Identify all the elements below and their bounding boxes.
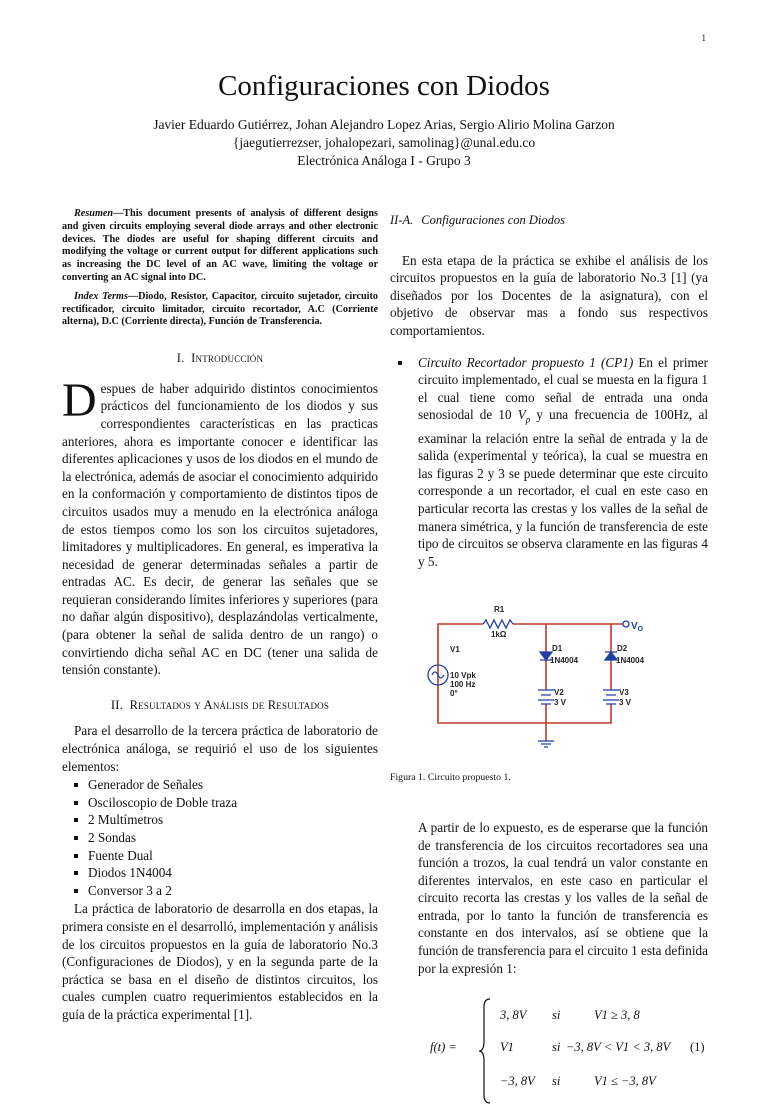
label-v2: V2 [554,688,564,698]
authors: Javier Eduardo Gutiérrez, Johan Alejandro Lopez Arias, Sergio Alirio Molina Garzon [153,117,615,132]
label-v1-hz: 100 Hz [450,680,476,690]
case-value: V1 [500,1040,514,1055]
subsection-heading [390,212,708,230]
list-item: Diodos 1N4004 [74,864,378,882]
list-item: Conversor 3 a 2 [74,882,378,900]
label-r1-value: 1kΩ [491,630,507,640]
label-d1-part: 1N4004 [550,656,579,666]
list-item: Generador de Señales [74,776,378,794]
page-number: 1 [701,33,706,43]
list-item: 2 Sondas [74,829,378,847]
left-column [62,208,378,1024]
case-si: si [552,1008,561,1023]
case-condition: V1 ≥ 3, 8 [594,1008,640,1023]
abstract [62,208,378,329]
section-number: II. [110,697,123,712]
subsection-title: Configuraciones con Diodos [421,213,565,227]
section-heading-introduccion [62,350,378,368]
resistor-r1 [483,620,513,628]
equation-1 [390,997,708,1107]
figure-caption: Figura 1. Circuito propuesto 1. [390,772,511,784]
cp1-text-a: En el primer circuito implementado, el cual se muesta en la figura 1 el cual tiene como señal de entrada una onda senosiodal de 10 [418,354,708,423]
output-terminal [623,621,629,627]
label-r1: R1 [494,605,505,615]
paper-title: Configuraciones con Diodos [218,70,550,102]
label-v1-vpk: 10 Vpk [450,671,476,681]
circuit-diagram [390,600,708,752]
abstract-text: —This document presents of analysis of different designs and given circuits employing several diode arrays and other electronic devices. The diodes are useful for shaping different circuits and modifying the voltage or current output for different applications such as increasing the DC level of an AC wave, limiting the voltage or converting an AC signal into DC. [62,208,378,283]
case-value: 3, 8V [500,1008,527,1023]
label-d1: D1 [552,644,563,654]
label-v1: V1 [450,645,460,655]
case-si: si [552,1074,561,1089]
case-condition: V1 ≤ −3, 8V [594,1074,656,1089]
battery-v3 [603,690,619,704]
section-title: Resultados y Análisis de Resultados [129,697,330,712]
section-heading-resultados [62,697,378,715]
section-title: Introducción [191,351,264,366]
intro-text: espues de haber adquirido distintos conocimientos prácticos del funcionamiento de los diodos y sus correspondientes características en las practicas anteriores, ahora es importante conocer e identificar las diferentes aplicaciones y usos de los diodos en el mundo de la electrónica, además de asociar el conocimiento adquirido en la conformación y comportamiento de distintos tipos de circuitos usados muy a menudo en la electrónica análoga de estos tiempos como los son los circuitos sujetadores, limitadores y multiplicadores. En general, es imperativa la necesidad de generar determinadas señales a partir de entradas AC. Es decir, de generar las señales que se requieran considerando límites inferiores y superiores (para no dañar algún dispositivo), desplazándolas verticalmente, (para obtener la señal de salida dentro de un rango) o convirtiendo dicha señal AC en DC (tener una salida de tensión constante). [62,380,378,678]
figure-1 [390,600,708,752]
equation-brace [478,997,492,1105]
list-item: Osciloscopio de Doble traza [74,794,378,812]
subsection-number: II-A. [390,213,414,227]
wire [438,715,546,723]
vp-symbol: V [517,407,526,423]
case-si: si [552,1040,561,1055]
transfer-paragraph: A partir de lo expuesto, es de esperarse que la función de transferencia de los circuitos recortadores sea una función a trozos, la cual tendrá un valor constante en diferentes intervalos, en este caso en particular el circuito recorta las crestas y los valles de la señal de entrada, por lo tanto la función de transferencia es constante en dos intervalos, así se obtiene que la función de transferencia para el circuito 1 esta definida por la expresión 1: [418,819,708,976]
section-number: I. [176,351,185,366]
right-column [390,208,708,1107]
list-item: Fuente Dual [74,847,378,865]
label-v3-value: 3 V [619,698,632,708]
stage-paragraph: En esta etapa de la práctica se exhibe el análisis de los circuitos propuestos en la guía de laboratorio No.3 [1] (ya diseñados por los Docentes de la asignatura), con el objetivo de observar mas a fondo sus respectivos comportamientos. [390,252,708,338]
equation-lhs: f(t) = [430,1040,457,1055]
course: Electrónica Análoga I - Grupo 3 [297,153,471,168]
label-d2: D2 [617,644,628,654]
label-vo-sub: O [637,626,644,634]
emails: {jaegutierrezser, johalopezari, samolinag}@unal.edu.co [232,135,536,150]
drop-cap: D [62,373,97,427]
cp1-label: Circuito Recortador propuesto 1 (CP1) [418,354,634,370]
case-value: −3, 8V [500,1074,535,1089]
wire [438,624,483,715]
label-d2-part: 1N4004 [616,656,645,666]
equation-number: (1) [690,1040,705,1055]
elements-list [62,776,378,899]
label-v3: V3 [619,688,629,698]
label-v1-phase: 0° [450,689,458,699]
abstract-label: Resumen [74,208,114,219]
index-terms-text: —Diodo, Resistor, Capacitor, circuito sujetador, circuito rectificador, circuito limitador, circuito recortador, A.C (Corriente alterna), D.C (Corriente directa), Función de Transferencia. [62,290,378,328]
ground-icon [538,741,554,747]
cp1-item [390,354,708,571]
practice-paragraph: La práctica de laboratorio de desarrolla en dos etapas, la primera consiste en el desarrolló, implementación y análisis de los circuitos propuestos en la guía de laboratorio No.3 (Configuraciones de Diodos), y en la segunda parte de la práctica se basa en el diseño de distintos circuitos, los cuales cumplen cuatro requerimientos establecidos en la guía de la práctica experimental [1]. [62,901,378,1022]
cp1-text-b: y una frecuencia de 100Hz, al examinar la relación entre la señal de entrada y la de salida (experimental y teórica), la cual se muestra en las figuras 2 y 3 se puede determinar que este circuito corresponde a un recortador, el cual en este caso en particular recorta las crestas y los valles de la señal de manera simétrica, y la función de transferencia de este tipo de circuitos se observa claramente en las figuras 4 y 5. [418,407,708,569]
battery-v2 [538,690,554,704]
elements-intro: Para el desarrollo de la tercera práctica de laboratorio de electrónica análoga, se requirió el uso de los siguientes elementos: [62,723,378,774]
case-condition: −3, 8V < V1 < 3, 8V [566,1040,671,1055]
label-v2-value: 3 V [554,698,567,708]
index-terms-label: Index Terms [74,290,128,302]
intro-paragraph [62,373,378,679]
vp-subscript: p [525,414,531,425]
list-item: 2 Multímetros [74,811,378,829]
label-vo [631,621,644,633]
label-vo-main: V [631,621,638,633]
